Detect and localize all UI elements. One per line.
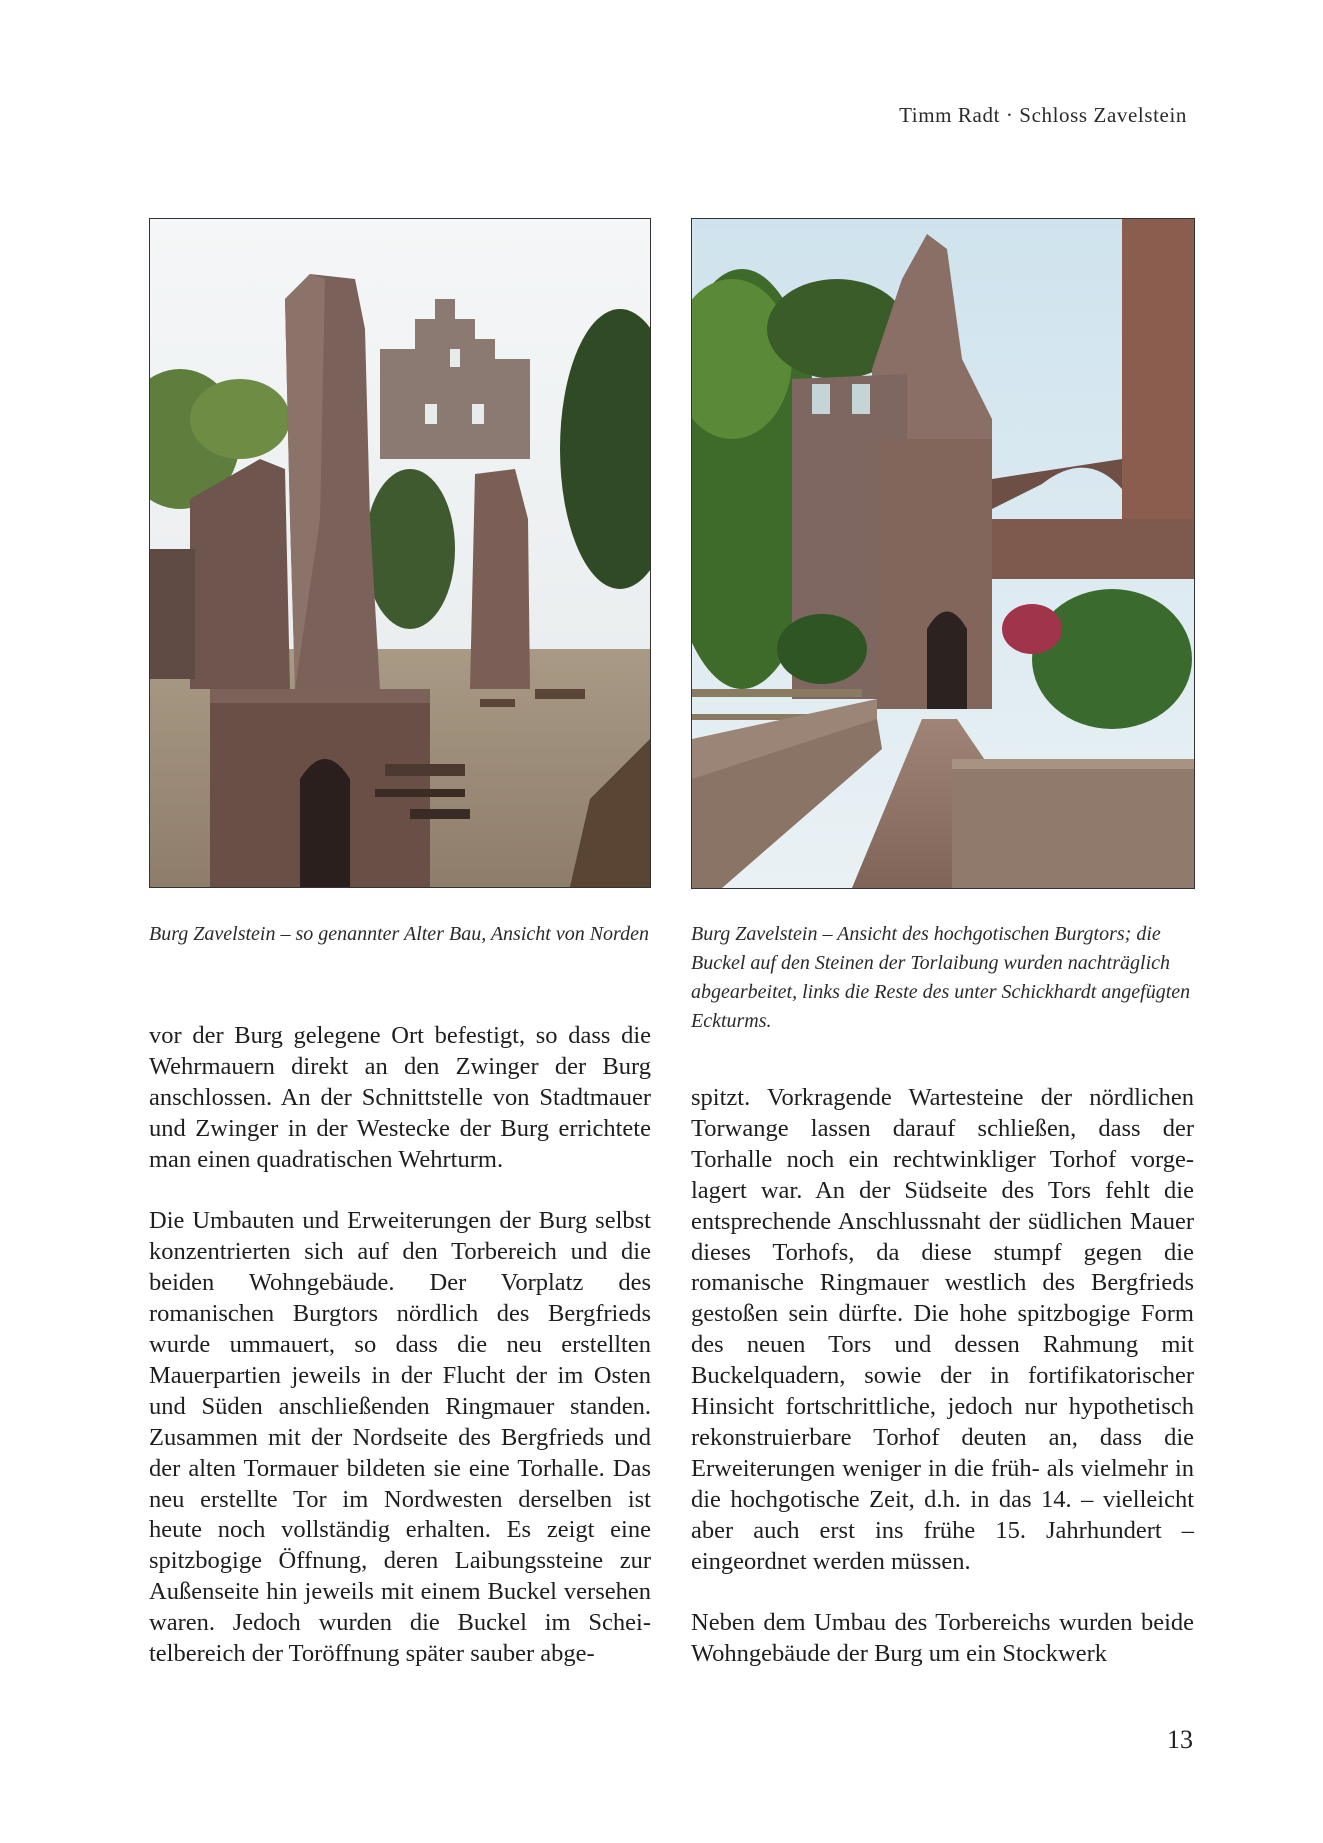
paragraph: vor der Burg gelegene Ort befestigt, so dass die Wehrmauern direkt an den Zwinger der Burg anschlossen. An der Schnittstelle von Stadtmauer und Zwinger in der Westecke der Burg errichtete man einen quadratischen Wehrturm. <box>149 1022 651 1173</box>
paragraph: spitzt. Vorkragende Wartesteine der nördlichen Torwange lassen darauf schließen, dass der Torhalle noch ein rechtwinkliger Torhof vorgelagert war. An der Südseite des Tors fehlt die entsprechende Anschlussnaht der südlichen Mauer dieses Torhofs, da diese stumpf gegen die romanische Ringmauer westlich des Bergfrieds gestoßen sein dürfte. Die hohe spitzbogige Form des neuen Tors und dessen Rahmung mit Buckelquadern, sowie der in fortifikatorischer Hinsicht fortschrittliche, jedoch nur hypothetisch rekonstruierbare Torhof deuten an, dass die Erweiterungen weniger in die früh- als vielmehr in die hochgotische Zeit, d.h. in das 14. – vielleicht aber auch erst ins frühe 15. Jahrhundert – eingeordnet werden müssen. <box>691 1084 1194 1575</box>
body-column-left <box>149 1021 651 1670</box>
paragraph: Neben dem Umbau des Torbereichs wurden beide Wohngebäude der Burg um ein Stockwerk <box>691 1609 1194 1668</box>
running-head: Timm Radt · Schloss Zavelstein <box>899 103 1187 127</box>
figure-caption-right: Burg Zavelstein – Ansicht des hochgotischen Burgtors; die Buckel auf den Steinen der Torlaibung wurden nachträglich abgearbeitet, links die Reste des unter Schickhardt angefügten Eckturms. <box>691 923 1191 1032</box>
page-number: 13 <box>1167 1725 1193 1754</box>
paragraph: Die Umbauten und Erweiterungen der Burg selbst konzentrierten sich auf den Torbereich und die beiden Wohngebäude. Der Vorplatz des romanischen Burgtors nördlich des Bergfrieds wurde ummauert, so dass die neu erstellten Mauerpartien jeweils in der Flucht der im Osten und Süden anschließenden Ringmauer standen. Zusammen mit der Nordseite des Bergfrieds und der alten Tormauer bildeten sie eine Torhalle. Das neu erstellte Tor im Nordwesten derselben ist heute noch vollständig erhalten. Es zeigt eine spitzbogige Öffnung, deren Laibungssteine zur Außenseite hin jeweils mit einem Buckel versehen waren. Jedoch wurden die Buckel im Scheitelbereich der Toröffnung später sauber abge- <box>149 1207 651 1668</box>
figure-caption-left: Burg Zavelstein – so genannter Alter Bau, Ansicht von Norden <box>149 923 649 945</box>
photo-alter-bau-image <box>150 219 650 887</box>
photo-burgtor-image <box>692 219 1194 888</box>
body-column-right <box>691 1083 1194 1670</box>
photo-burgtor <box>691 218 1195 889</box>
photo-alter-bau <box>149 218 651 888</box>
